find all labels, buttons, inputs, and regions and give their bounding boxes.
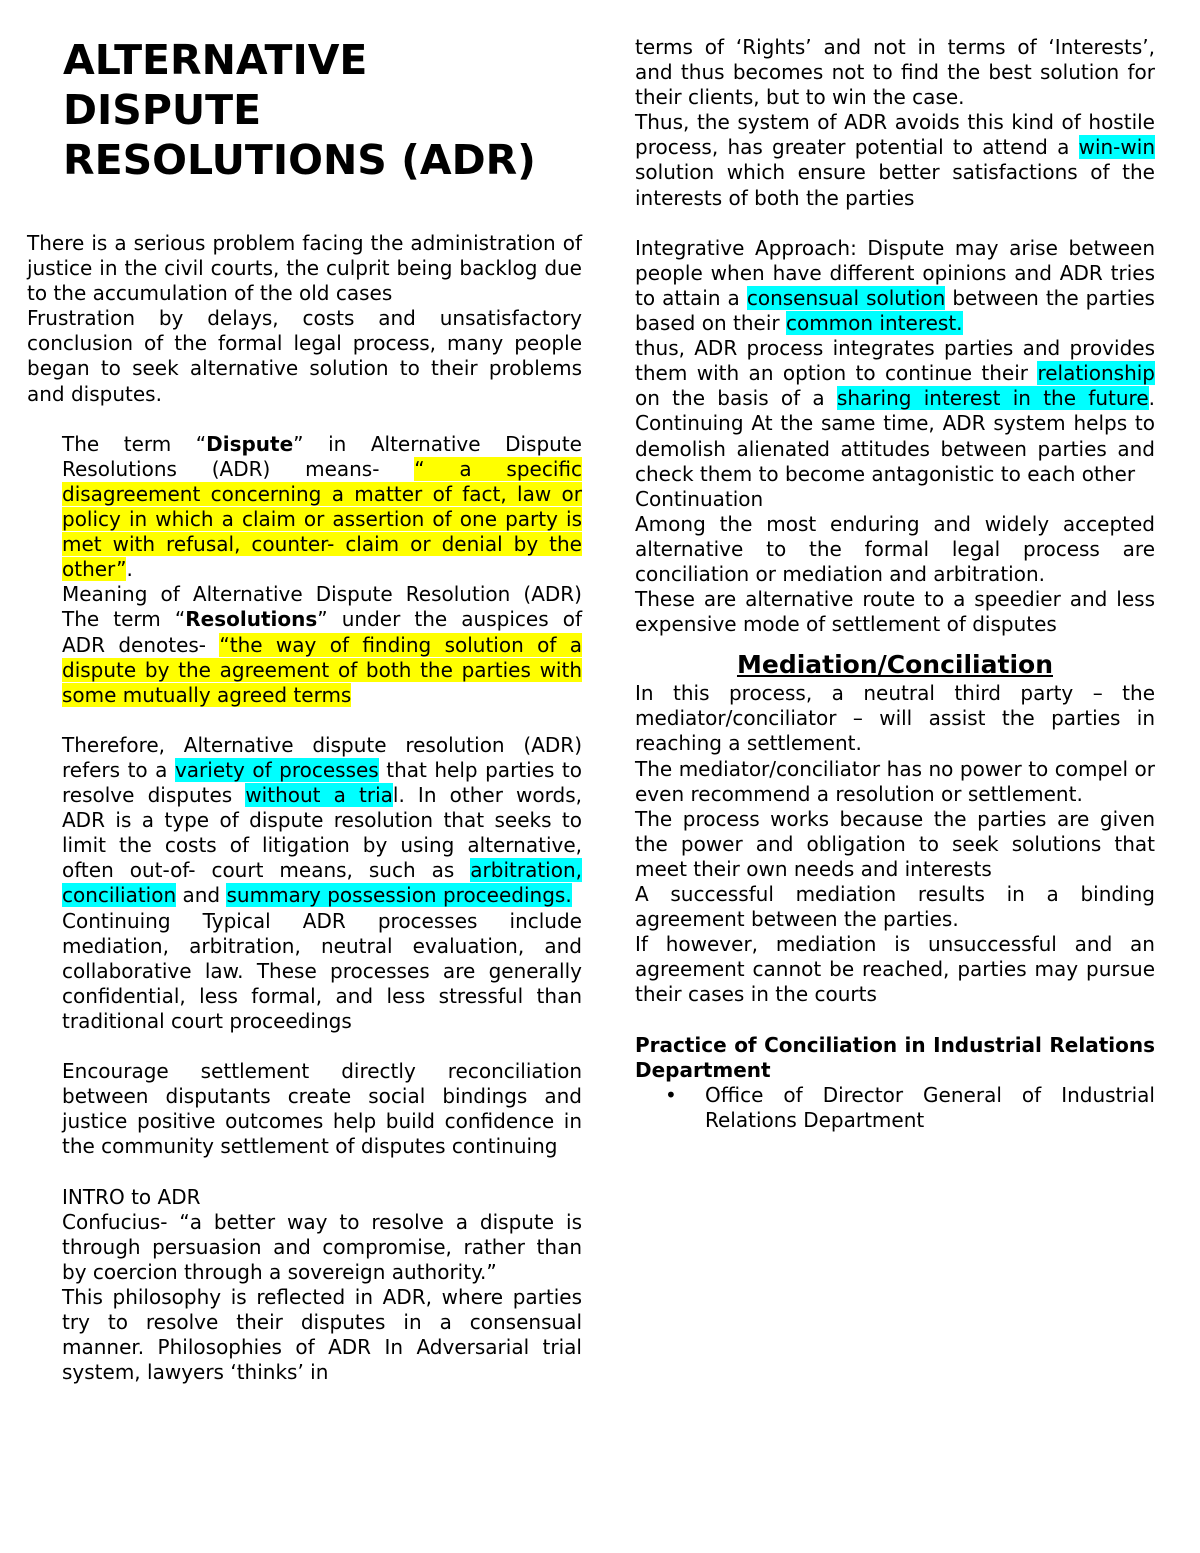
among-paragraph: Among the most enduring and widely accepted alternative to the formal legal process are conciliation or mediation and arbitration. <box>635 511 1155 586</box>
text-span: thus, ADR process integrates parties and provides them with an option to continue their <box>635 336 1155 386</box>
philosophy-paragraph: This philosophy is reflected in ADR, where parties try to resolve their disputes in a consensual manner. Philosophies of ADR In Adversarial trial system, lawyers ‘thinks’ in <box>62 1284 582 1385</box>
text-span: ” in Alternative Dispute Resolutions (ADR) means- <box>62 431 582 481</box>
text-span: The term “ <box>62 431 207 456</box>
text-span: . Continuing At the same time, ADR system helps to demolish alienated attitudes between parties and check them to become antagonistic to each other <box>635 386 1155 486</box>
text-span: Meaning of Alternative Dispute Resolution (ADR) The term “ <box>62 582 582 632</box>
bullet-list-item <box>665 1083 1155 1133</box>
resolution-meaning-paragraph <box>62 582 582 707</box>
bullet-text: Office of Director General of Industrial Relations Department <box>705 1082 1155 1132</box>
these-paragraph: These are alternative route to a speedier and less expensive mode of settlement of disputes <box>635 587 1155 637</box>
document-title <box>63 35 582 185</box>
text-span: and <box>176 883 227 908</box>
highlight-summary-possession: summary possession proceedings. <box>226 883 572 908</box>
mediation-paragraph-3: The process works because the parties are given the power and obligation to seek solutions that meet their own needs and interests <box>635 806 1155 881</box>
mediation-paragraph-1: In this process, a neutral third party – the mediator/conciliator – will assist the parties in reaching a settlement. <box>635 681 1155 756</box>
text-span: on the basis of a <box>635 386 837 411</box>
left-column <box>27 0 582 1385</box>
integrates-parties-paragraph <box>635 336 1155 487</box>
title-line-1: ALTERNATIVE <box>63 36 368 84</box>
text-span: Therefore, Alternative dispute resolution (ADR) refers to a <box>62 732 582 782</box>
highlight-relationship: relationship <box>1037 361 1155 386</box>
continuing-paragraph: Continuing Typical ADR processes include mediation, arbitration, neutral evaluation, and collaborative law. These processes are generally confidential, less formal, and less stressful than traditional court proceedings <box>62 908 582 1033</box>
encourage-paragraph: Encourage settlement directly reconciliation between disputants create social bindings and justice positive outcomes help build confidence in the community settlement of disputes continuing <box>62 1059 582 1159</box>
term-resolutions: Resolutions <box>185 607 318 632</box>
confucius-paragraph: Confucius- “a better way to resolve a dispute is through persuasion and compromise, rather than by coercion through a sovereign authority.” <box>62 1209 582 1284</box>
text-span: solution which ensure better satisfactions of the interests of both the parties <box>635 160 1155 210</box>
highlight-sharing-interest: sharing interest in the future <box>836 386 1149 411</box>
text-span: Integrative Approach: Dispute may arise between people when have different opinions and ADR tries to attain a <box>635 235 1155 310</box>
text-span: that help parties to resolve disputes <box>62 757 583 808</box>
dispute-definition-paragraph <box>62 432 582 583</box>
title-line-3: RESOLUTIONS (ADR) <box>63 136 536 184</box>
title-line-2: DISPUTE <box>63 86 262 134</box>
text-span: . <box>126 557 133 582</box>
highlight-dispute-definition: “ a specific disagreement concerning a matter of fact, law or policy in which a claim or assertion of one party is met with refusal, counter- claim or denial by the other” <box>62 456 582 582</box>
text-span: ” under the auspices of ADR denotes- <box>62 607 582 657</box>
therefore-paragraph <box>62 733 582 909</box>
section-heading-mediation: Mediation/Conciliation <box>736 650 1053 680</box>
continued-paragraph: terms of ‘Rights’ and not in terms of ‘Interests’, and thus becomes not to find the best solution for their clients, but to win the case. <box>635 35 1155 110</box>
integrative-approach-paragraph <box>635 236 1155 336</box>
mediation-paragraph-5: If however, mediation is unsuccessful and an agreement cannot be reached, parties may pursue their cases in the courts <box>635 932 1155 1007</box>
term-dispute: Dispute <box>206 431 294 456</box>
practice-heading-text: Practice of Conciliation in Industrial Relations Department <box>635 1032 1155 1082</box>
text-span: between the parties based on their <box>635 285 1155 336</box>
bullet-icon: • <box>665 1082 677 1107</box>
highlight-arbitration-conciliation: arbitration, conciliation <box>62 858 582 908</box>
highlight-consensual-solution: consensual solution <box>746 285 946 310</box>
practice-heading <box>635 1033 1155 1083</box>
highlight-without-trial: without a tria <box>245 783 393 808</box>
intro-heading: INTRO to ADR <box>62 1184 201 1209</box>
mediation-paragraph-2: The mediator/conciliator has no power to compel or even recommend a resolution or settlement. <box>635 756 1155 806</box>
intro-paragraph-2: Frustration by delays, costs and unsatisfactory conclusion of the formal legal process, many people began to seek alternative solution to their problems and disputes. <box>27 306 582 406</box>
intro-paragraph-1: There is a serious problem facing the administration of justice in the civil courts, the culprit being backlog due to the accumulation of the old cases <box>27 231 582 306</box>
highlight-common-interest: common interest. <box>785 311 963 336</box>
highlight-resolution-definition: “the way of finding solution of a dispute by the agreement of both the parties with some mutually agreed terms <box>62 632 582 707</box>
highlight-variety-of-processes: variety of processes <box>174 757 379 782</box>
right-column <box>635 35 1155 1133</box>
highlight-win-win: win-win <box>1078 135 1155 160</box>
text-span: Thus, the system of ADR avoids this kind of hostile process, has greater potential to attend a <box>635 110 1155 160</box>
continuation-label: Continuation <box>635 486 764 511</box>
mediation-paragraph-4: A successful mediation results in a binding agreement between the parties. <box>635 882 1155 932</box>
adr-avoids-paragraph <box>635 110 1155 210</box>
text-span: l. In other words, ADR is a type of dispute resolution that seeks to limit the costs of litigation by using alternative, often out-of- court means, such as <box>62 783 582 883</box>
